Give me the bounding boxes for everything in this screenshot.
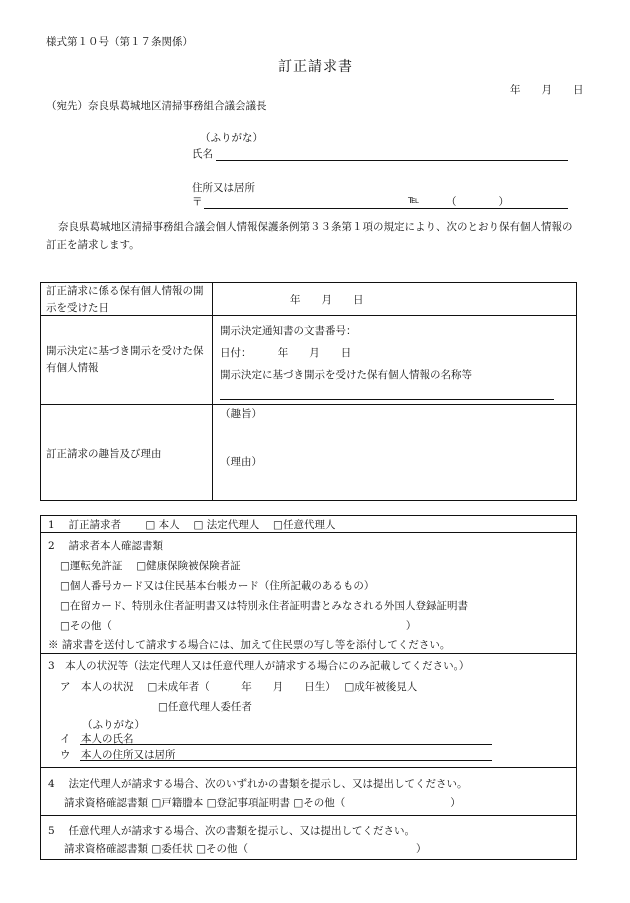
principal-furigana-label: （ふりがな）	[82, 719, 145, 731]
name-field[interactable]	[216, 160, 568, 161]
id-docs-note: ※ 請求書を送付して請求する場合には、加えて住民票の写し等を添付してください。	[48, 639, 451, 651]
form-number: 様式第１０号（第１７条関係）	[46, 36, 193, 48]
correction-reason-label: 訂正請求の趣旨及び理由	[46, 448, 162, 460]
intro-paragraph: 奈良県葛城地区清掃事務組合議会個人情報保護条例第３３条第１項の規定により、次のとおり保有個人情報の訂正を請求します。	[46, 221, 573, 251]
id-doc-option[interactable]: □その他（ ）	[60, 620, 417, 632]
furigana-label: （ふりがな）	[200, 132, 263, 144]
disclosed-info-name-field[interactable]	[220, 399, 554, 400]
addressee: （宛先）奈良県葛城地区清掃事務組合議会議長	[46, 100, 267, 112]
name-label: 氏名	[192, 148, 213, 160]
notice-doc-number[interactable]: 開示決定通知書の文書番号：	[220, 325, 357, 337]
voluntary-agent-docs[interactable]: 請求資格確認書類 □委任状 □その他（ ）	[64, 843, 427, 855]
legal-agent-docs[interactable]: 請求資格確認書類 □戸籍謄本 □登記事項証明書 □その他（ ）	[64, 797, 461, 809]
id-doc-option[interactable]: □在留カード、特別永住者証明書又は特別永住者証明書とみなされる外国人登録証明書	[60, 600, 468, 612]
disclosure-date-label: 訂正請求に係る保有個人情報の開示を受けた日	[46, 285, 204, 314]
tel-paren: （ ）	[446, 196, 509, 208]
row-divider	[40, 404, 577, 405]
principal-name-label: イ 本人の氏名	[60, 733, 134, 745]
page-title: 訂正請求書	[278, 59, 353, 75]
id-doc-option[interactable]: □運転免許証 □健康保険被保険者証	[60, 560, 241, 572]
id-doc-option[interactable]: □個人番号カード又は住民基本台帳カード（住所記載のあるもの）	[60, 580, 375, 592]
principal-status[interactable]: ア 本人の状況 □未成年者（ 年 月 日生） □成年被後見人	[60, 681, 418, 693]
row-divider	[40, 532, 577, 533]
requester-type[interactable]: 1 訂正請求者 □ 本人 □ 法定代理人 □任意代理人	[48, 519, 336, 531]
row-divider	[40, 653, 577, 654]
principal-address-field[interactable]	[80, 760, 492, 761]
legal-agent-title: 4 法定代理人が請求する場合、次のいずれかの書類を提示し、又は提出してください。	[48, 778, 468, 790]
disclosed-info-label: 開示決定に基づき開示を受けた保有個人情報	[46, 345, 204, 374]
postal-mark: 〒	[192, 196, 203, 208]
row-divider	[40, 767, 577, 768]
principal-name-field[interactable]	[80, 744, 492, 745]
id-docs-title: 2 請求者本人確認書類	[48, 540, 164, 552]
address-label: 住所又は居所	[192, 182, 255, 194]
date-line: 年 月 日	[510, 84, 584, 96]
principal-address-label: ウ 本人の住所又は居所	[60, 749, 176, 761]
voluntary-agent-title: 5 任意代理人が請求する場合、次の書類を提示し、又は提出してください。	[48, 825, 416, 837]
row-divider	[40, 815, 577, 816]
disclosed-info-name: 開示決定に基づき開示を受けた保有個人情報の名称等	[220, 369, 472, 381]
principal-status-title: 3 本人の状況等（法定代理人又は任意代理人が請求する場合にのみ記載してください。）	[48, 660, 470, 672]
notice-date[interactable]: 日付： 年 月 日	[220, 347, 352, 359]
address-field[interactable]	[204, 208, 568, 209]
disclosure-date-value[interactable]: 年 月 日	[290, 294, 364, 306]
principal-status-option[interactable]: □任意代理人委任者	[158, 701, 252, 713]
purpose-label: （趣旨）	[220, 408, 262, 420]
tel-label: ℡	[408, 194, 420, 206]
reason-label: （理由）	[220, 456, 262, 468]
